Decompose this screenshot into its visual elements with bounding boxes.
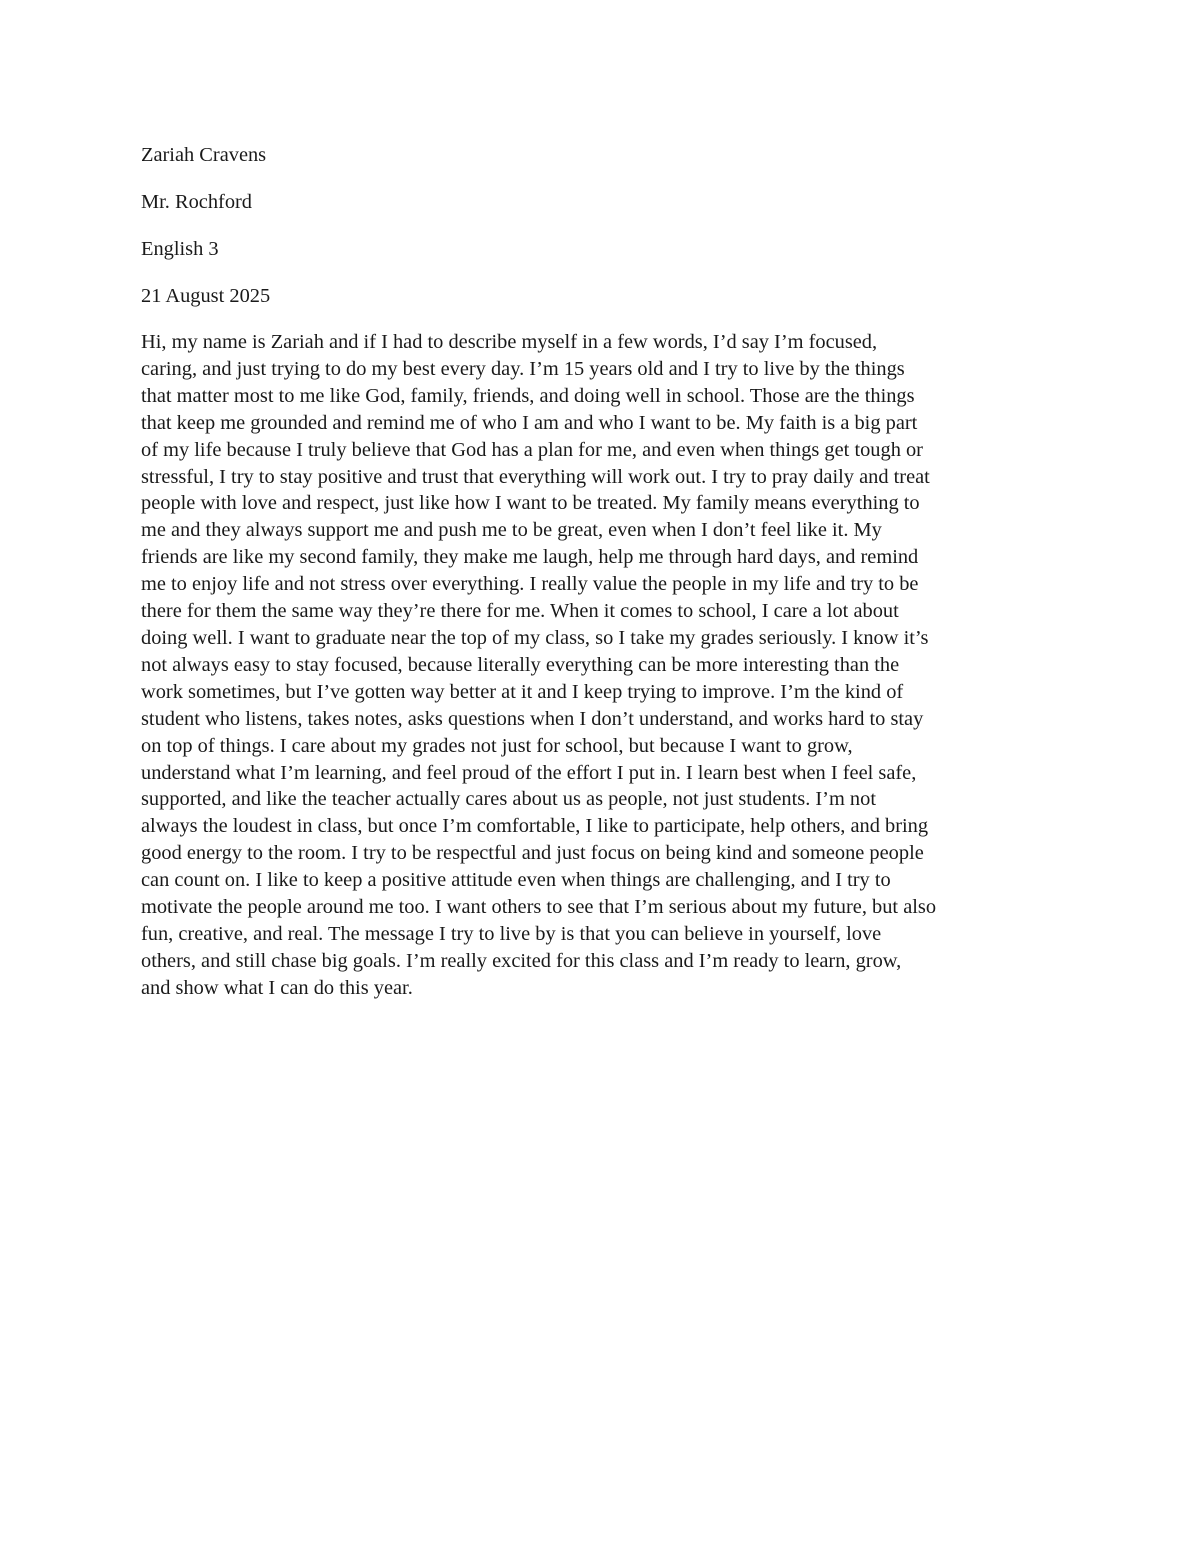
body-line: that matter most to me like God, family, friends, and doing well in school. Those are the things (141, 384, 915, 407)
body-line: student who listens, takes notes, asks questions when I don’t understand, and works hard to stay (141, 707, 924, 730)
body-line: me to enjoy life and not stress over everything. I really value the people in my life and try to be (141, 573, 919, 596)
body-line: always the loudest in class, but once I’m comfortable, I like to participate, help others, and bring (141, 815, 929, 838)
body-line: of my life because I truly believe that God has a plan for me, and even when things get tough or (141, 438, 923, 461)
body-line: people with love and respect, just like how I want to be treated. My family means everything to (141, 492, 920, 515)
body-line: motivate the people around me too. I want others to see that I’m serious about my future, but also (141, 896, 937, 919)
document-content (141, 141, 1061, 1002)
body-line: others, and still chase big goals. I’m really excited for this class and I’m ready to learn, grow, (141, 949, 902, 972)
body-line: caring, and just trying to do my best every day. I’m 15 years old and I try to live by the things (141, 357, 905, 380)
body-line: doing well. I want to graduate near the top of my class, so I take my grades seriously. I know it’s (141, 626, 929, 649)
body-line: and show what I can do this year. (141, 976, 413, 999)
body-line: stressful, I try to stay positive and trust that everything will work out. I try to pray daily and treat (141, 465, 930, 488)
document-date: 21 August 2025 (141, 285, 271, 307)
body-line: Hi, my name is Zariah and if I had to describe myself in a few words, I’d say I’m focused, (141, 331, 878, 353)
body-line: there for them the same way they’re there for me. When it comes to school, I care a lot about (141, 600, 899, 623)
body-line: friends are like my second family, they make me laugh, help me through hard days, and remind (141, 546, 919, 569)
body-line: supported, and like the teacher actually cares about us as people, not just students. I’m not (141, 788, 876, 811)
body-line: understand what I’m learning, and feel proud of the effort I put in. I learn best when I feel safe, (141, 761, 917, 784)
body-line: work sometimes, but I’ve gotten way better at it and I keep trying to improve. I’m the kind of (141, 680, 904, 703)
body-line: can count on. I like to keep a positive attitude even when things are challenging, and I try to (141, 869, 891, 892)
course-name: English 3 (141, 238, 219, 260)
body-line: not always easy to stay focused, because literally everything can be more interesting than the (141, 653, 900, 676)
body-paragraph (141, 329, 1061, 1002)
teacher-name: Mr. Rochford (141, 191, 253, 213)
body-line: fun, creative, and real. The message I try to live by is that you can believe in yourself, love (141, 922, 882, 945)
body-line: that keep me grounded and remind me of who I am and who I want to be. My faith is a big part (141, 411, 918, 434)
body-line: me and they always support me and push me to be great, even when I don’t feel like it. My (141, 519, 882, 542)
body-line: good energy to the room. I try to be respectful and just focus on being kind and someone people (141, 842, 924, 865)
body-line: on top of things. I care about my grades not just for school, but because I want to grow, (141, 734, 853, 757)
student-name: Zariah Cravens (141, 144, 267, 166)
